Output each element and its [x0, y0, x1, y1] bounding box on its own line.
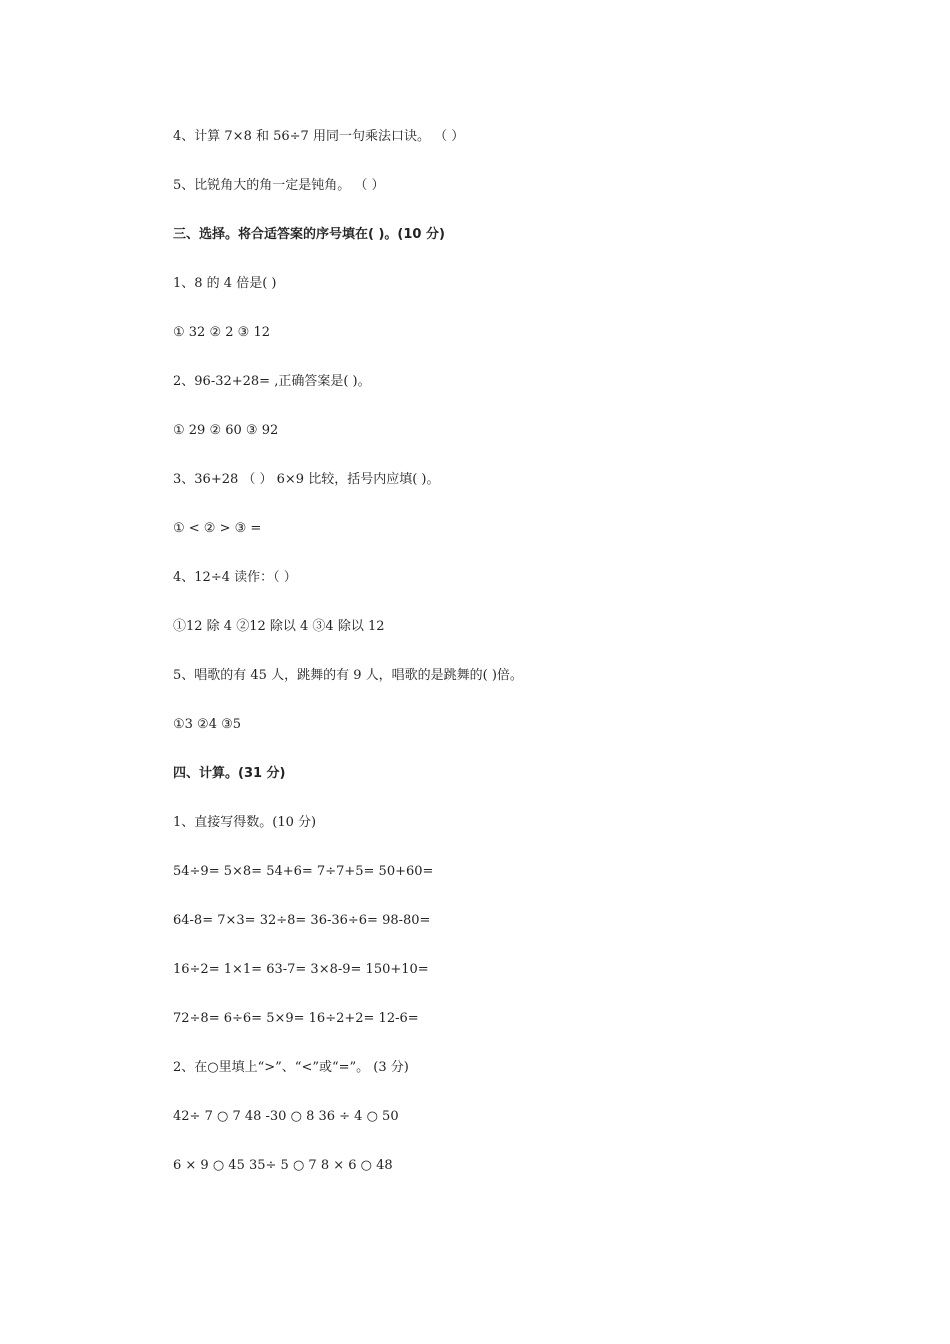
choice-options-2: ① 29 ② 60 ③ 92 [173, 423, 279, 438]
choice-options-3: ① < ② > ③ = [173, 521, 262, 536]
choice-question-4: 4、12÷4 读作：（ ） [173, 570, 297, 585]
judgment-item-5: 5、比锐角大的角一定是钝角。 （ ） [173, 178, 385, 193]
choice-options-4: ①12 除 4 ②12 除以 4 ③4 除以 12 [173, 619, 385, 634]
calc-subheading-1: 1、直接写得数。(10 分) [173, 815, 317, 830]
calc-row-3: 16÷2= 1×1= 63-7= 3×8-9= 150+10= [173, 962, 429, 977]
choice-options-1: ① 32 ② 2 ③ 12 [173, 325, 270, 340]
choice-question-3: 3、36+28 （ ） 6×9 比较，括号内应填( )。 [173, 472, 440, 487]
compare-row-1: 42÷ 7 ○ 7 48 -30 ○ 8 36 ÷ 4 ○ 50 [173, 1109, 399, 1124]
compare-row-2: 6 × 9 ○ 45 35÷ 5 ○ 7 8 × 6 ○ 48 [173, 1158, 393, 1173]
choice-options-5: ①3 ②4 ③5 [173, 717, 242, 732]
calc-row-2: 64-8= 7×3= 32÷8= 36-36÷6= 98-80= [173, 913, 431, 928]
compare-subheading: 2、在○里填上“>”、“<”或“=”。 (3 分) [173, 1060, 409, 1075]
choice-question-5: 5、唱歌的有 45 人，跳舞的有 9 人，唱歌的是跳舞的( )倍。 [173, 668, 523, 683]
calc-row-1: 54÷9= 5×8= 54+6= 7÷7+5= 50+60= [173, 864, 434, 879]
judgment-item-4: 4、计算 7×8 和 56÷7 用同一句乘法口诀。 （ ） [173, 129, 465, 144]
choice-question-1: 1、8 的 4 倍是( ) [173, 276, 277, 291]
section-4-heading: 四、计算。(31 分) [173, 766, 286, 781]
section-3-heading: 三、选择。将合适答案的序号填在( )。(10 分) [173, 227, 445, 242]
choice-question-2: 2、96-32+28= ,正确答案是( )。 [173, 374, 371, 389]
calc-row-4: 72÷8= 6÷6= 5×9= 16÷2+2= 12-6= [173, 1011, 419, 1026]
